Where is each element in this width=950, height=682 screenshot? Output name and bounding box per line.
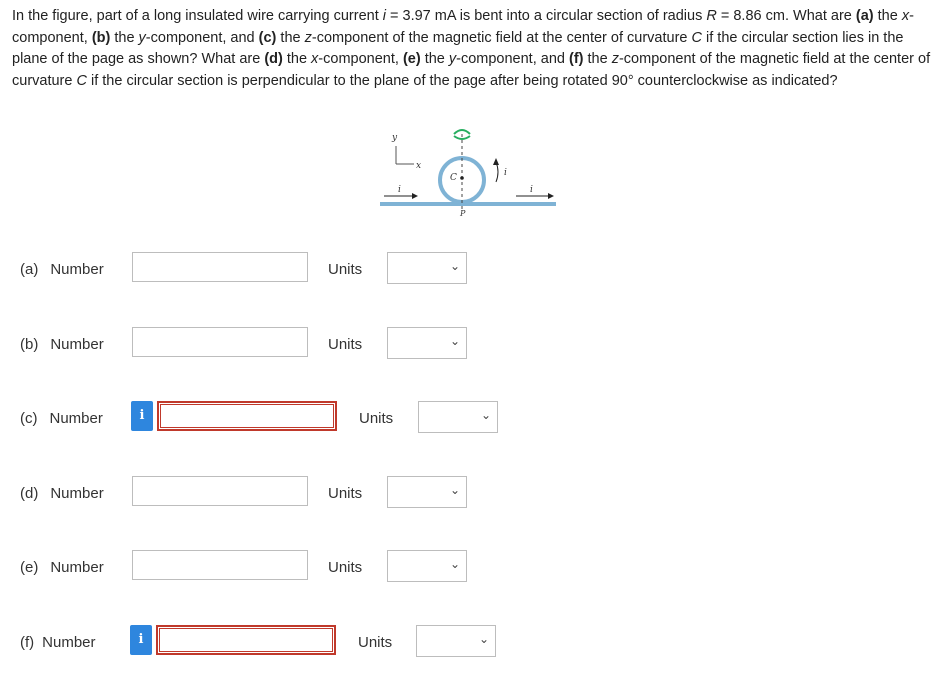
units-select-b[interactable]: [387, 327, 467, 359]
current-arrowhead-right: [548, 193, 554, 199]
chevron-down-icon: ⌄: [449, 483, 460, 497]
number-input-c[interactable]: [157, 401, 337, 431]
chevron-down-icon: ⌄: [480, 408, 491, 422]
point-p-label: P: [460, 209, 466, 218]
units-label-c: Units: [359, 410, 394, 427]
info-icon[interactable]: i: [130, 625, 152, 655]
row-label-a: (a) Number: [20, 261, 104, 278]
row-label-f: (f) Number: [20, 634, 96, 651]
current-label-left: i: [398, 185, 401, 195]
center-point: [460, 176, 464, 180]
loop-current-arrowhead: [493, 158, 499, 165]
units-label-a: Units: [328, 261, 363, 278]
rotation-arrow-icon: [454, 130, 470, 134]
center-label: C: [450, 173, 457, 183]
answer-row-f: [0, 625, 950, 665]
number-input-b[interactable]: [132, 327, 308, 357]
units-select-c[interactable]: [418, 401, 498, 433]
answer-row-c: [0, 401, 950, 441]
answer-row-e: [0, 550, 950, 590]
wire-loop-figure: [370, 120, 570, 220]
x-axis-label: x: [416, 161, 422, 171]
y-axis-label: y: [392, 133, 398, 143]
units-select-f[interactable]: [416, 625, 496, 657]
units-label-b: Units: [328, 336, 363, 353]
units-label-d: Units: [328, 485, 363, 502]
chevron-down-icon: ⌄: [449, 259, 460, 273]
number-input-d[interactable]: [132, 476, 308, 506]
answer-row-a: [0, 252, 950, 292]
number-input-a[interactable]: [132, 252, 308, 282]
row-label-b: (b) Number: [20, 336, 104, 353]
chevron-down-icon: ⌄: [478, 632, 489, 646]
question-text: In the figure, part of a long insulated wire carrying current i = 3.97 mA is bent into a circular section of radius R = 8.86 cm. What are (a) the x-component, (b) the y-component, and (c) the z-component of the magnetic field at the center of curvature C if the circular section lies in the plane of the page as shown? What are (d) the x-component, (e) the y-component, and (f) the z-component of the magnetic field at the center of curvature C if the circular section is perpendicular to the plane of the page after being rotated 90° counterclockwise as indicated?: [12, 8, 931, 89]
chevron-down-icon: ⌄: [449, 557, 460, 571]
info-icon[interactable]: i: [131, 401, 153, 431]
units-select-e[interactable]: [387, 550, 467, 582]
number-input-e[interactable]: [132, 550, 308, 580]
current-label-right: i: [530, 185, 533, 195]
units-select-d[interactable]: [387, 476, 467, 508]
row-label-e: (e) Number: [20, 559, 104, 576]
answer-row-d: [0, 476, 950, 516]
answer-row-b: [0, 327, 950, 367]
current-arrowhead-left: [412, 193, 418, 199]
loop-current-label: i: [504, 168, 507, 178]
row-label-d: (d) Number: [20, 485, 104, 502]
units-label-e: Units: [328, 559, 363, 576]
figure-svg: [370, 120, 570, 220]
row-label-c: (c) Number: [20, 410, 103, 427]
units-label-f: Units: [358, 634, 393, 651]
units-select-a[interactable]: [387, 252, 467, 284]
number-input-f[interactable]: [156, 625, 336, 655]
chevron-down-icon: ⌄: [449, 334, 460, 348]
